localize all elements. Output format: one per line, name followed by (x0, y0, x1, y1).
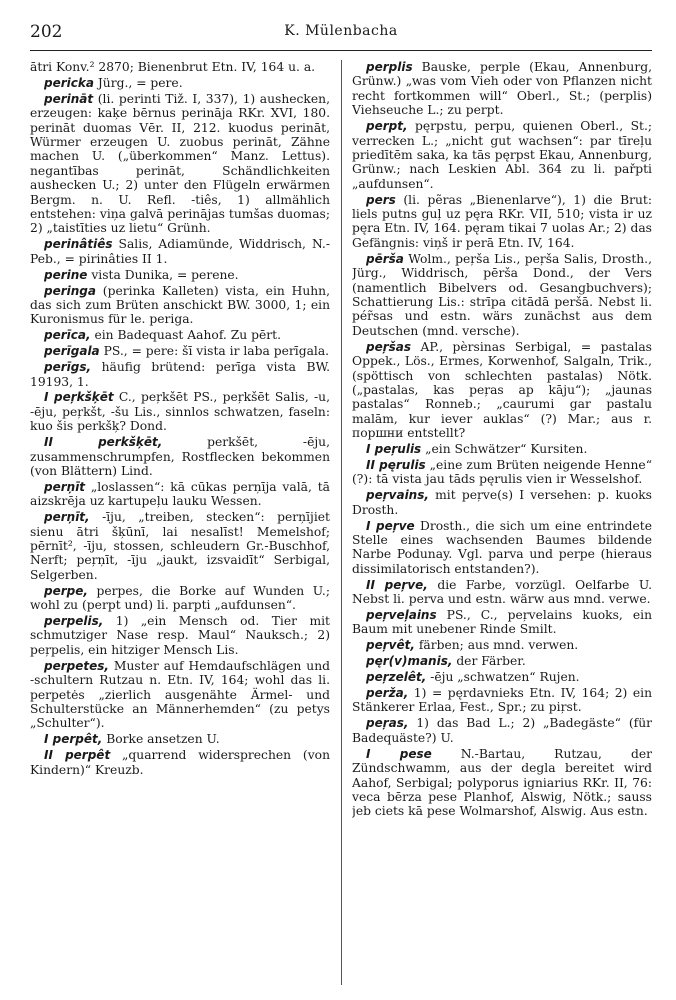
entry-headword: perpt, (366, 119, 408, 134)
entry-body: C., peŗkšēt PS., peŗkšēt Salis, -u, -ēju, peŗkšt, -šu Lis., sinnlos schwatzen, faseln: kuo šis perkšķ? Dond. (30, 390, 330, 434)
entry-body: ein Badequast Aahof. Zu pērt. (90, 328, 281, 343)
entry-headword: pęr(v)manis, (366, 654, 453, 669)
dictionary-entry (352, 747, 652, 819)
entry-headword: II peŗve, (366, 577, 428, 592)
entry-headword: peŗas, (366, 716, 409, 731)
dictionary-entry (30, 614, 330, 657)
dictionary-entry (352, 716, 652, 745)
entry-body: Borke ansetzen U. (102, 732, 220, 747)
entry-headword: peŗvains, (366, 488, 429, 503)
dictionary-entry (352, 686, 652, 715)
entry-body: PS., = pere: šī vista ir laba perīgala. (99, 344, 330, 359)
dictionary-entry (352, 519, 652, 577)
dictionary-entry (30, 92, 330, 236)
entry-body: -ēju „schwatzen“ Rujen. (426, 670, 580, 685)
entry-body: PS., C., peŗvelains kuoks, ein Baum mit unebener Rinde Smilt. (352, 608, 652, 637)
entry-body: Muster auf Hemdaufschlägen und -schultern Rutzau n. Etn. IV, 164; wohl das li. perpetės „zierlich ausgenähte Ärmel- und Schulterstücke an Männerhemden“ (zu petys „Schulter“). (30, 658, 330, 731)
column-divider (341, 60, 342, 985)
dictionary-entry (352, 340, 652, 441)
left-column (30, 60, 330, 990)
dictionary-entry (352, 458, 652, 487)
entry-body: AP., pèrsinas Serbigal, = pastalas Oppek., Lös., Ermes, Korwenhof, Salgaln, Trik., (spöttisch von schlechten pastalas) Nötk. („pastalas, kas peŗas ap kāju“); „jaunas pastalas“ Ronneb.; „caurumi gar pastalu malām, kur iever auklas“ (?) Mar.; aus r. поршни entstellt? (352, 339, 652, 441)
entry-body: Wolm., peŗša Lis., peŗša Salis, Drosth., Jürg., Widdrisch, pērša Dond., der Vers (namentlich Bibelvers od. Gesangbuchvers); Schattierung Lis.: strīpa citādā peršā. Nebst li. pér̃sas und estn. wärs zunächst aus dem Deutschen (mnd. versche). (352, 251, 652, 338)
entry-body: perkšēt, -ēju, zusammenschrumpfen, Rostflecken bekommen (von Blättern) Lind. (30, 435, 330, 478)
entry-headword: perinâtiês (44, 237, 113, 252)
entry-headword: perīca, (44, 328, 91, 343)
dictionary-entry (352, 608, 652, 637)
entry-body: der Färber. (452, 654, 526, 669)
entry-headword: perpe, (44, 583, 88, 598)
entry-body: „eine zum Brüten neigende Henne“ (?): tā vista jau tāds pęrulis vien ir Wesselshof. (352, 457, 652, 487)
dictionary-entry (352, 193, 652, 251)
dictionary-entry (30, 268, 330, 282)
entry-headword: peŗšas (366, 339, 412, 354)
dictionary-entry (352, 488, 652, 517)
entry-body: die Farbe, vorzügl. Oelfarbe U. Nebst li. perva und estn. wärw aus mnd. verwe. (352, 577, 652, 607)
page-number: 202 (30, 22, 63, 42)
entry-headword: pericka (44, 75, 94, 90)
page-header (30, 22, 652, 46)
right-column (352, 60, 652, 990)
entry-body: „ein Schwätzer“ Kursiten. (421, 442, 588, 457)
dictionary-entry (30, 435, 330, 478)
dictionary-entry (30, 659, 330, 731)
entry-headword: II perkšķēt, (44, 435, 163, 450)
dictionary-entry (30, 510, 330, 582)
entry-headword: perža, (366, 686, 409, 701)
entry-body: vista Dunika, = perene. (87, 267, 239, 282)
entry-body: Bauske, perple (Ekau, Annenburg, Grünw.) „was vom Vieh oder von Pflanzen nicht recht fortkommen will“ Oberl., St.; (perplis) Viehseuche L.; zu perpt. (352, 60, 652, 118)
dictionary-entry (352, 119, 652, 191)
entry-body: „quarrend widersprechen (von Kindern)“ Kreuzb. (30, 748, 330, 777)
entry-body: N.-Bartau, Rutzau, der Zündschwamm, aus der degla bereitet wird Aahof, Serbigal; polyporus igniarius RKr. II, 76: veca bērza pese Planhof, Alswig, Nötk.; sauss jeb ciets kā pese Wolmarshof, Alswig. Aus estn. (352, 746, 652, 819)
entry-body: Salis, Adiamünde, Widdrisch, N.-Peb., = pirinâties II 1. (30, 237, 330, 266)
entry-body: (li. pẽras „Bienenlarve“), 1) die Brut: liels putns guļ uz pęra RKr. VII, 510; vista ir uz pęra Etn. IV, 164. pęram tikai 7 uolas Ar.; 2) das Gefängnis: viņš ir perā Etn. IV, 164. (352, 192, 652, 250)
entry-headword: II perpêt (44, 748, 111, 763)
dictionary-entry (352, 442, 652, 456)
entry-headword: peŗzelêt, (366, 670, 427, 685)
dictionary-entry (352, 60, 652, 118)
entry-headword: pērša (366, 251, 404, 266)
entry-body: Jürg., = pere. (93, 75, 183, 90)
entry-body: Drosth., die sich um eine entrindete Stelle eines wachsenden Baumes bildende Narbe Podunay. Vgl. parva und perpe (hieraus dissimilatorisch entstanden?). (352, 518, 652, 576)
dictionary-entry (352, 670, 652, 684)
entry-headword: perpelis, (44, 614, 104, 629)
dictionary-entry (30, 344, 330, 358)
entry-body: häufig brütend: perīga vista BW. 19193, 1. (30, 360, 330, 389)
entry-headword: perināt (44, 91, 94, 106)
entry-headword: perplis (366, 60, 413, 74)
entry-body: mit peŗve(s) I versehen: p. kuoks Drosth. (352, 488, 652, 517)
dictionary-entry (30, 60, 330, 74)
entry-headword: I peŗulis (366, 442, 422, 457)
entry-body: 1) „ein Mensch od. Tier mit schmutziger Nase resp. Maul“ Nauksch.; 2) peŗpelis, ein hitziger Mensch Lis. (30, 614, 330, 657)
entry-body: perpes, die Borke auf Wunden U.; wohl zu (perpt und) li. parpti „aufdunsen“. (30, 583, 330, 613)
dictionary-entry (30, 480, 330, 509)
dictionary-entry (352, 578, 652, 607)
entry-headword: peŗveļains (366, 608, 437, 623)
entry-body: (perinka Kalleten) vista, ein Huhn, das sich zum Brüten anschickt BW. 3000, 1; ein Kuronismus für le. periga. (30, 283, 330, 327)
dictionary-entry (30, 748, 330, 777)
dictionary-entry (30, 390, 330, 433)
entry-body: „loslassen“: kā cūkas perņīja valā, tā aizskrēja uz kartupeļu lauku Wessen. (30, 479, 330, 509)
dictionary-entry (30, 237, 330, 266)
entry-body: färben; aus mnd. verwen. (414, 638, 579, 653)
entry-headword: perīgs, (44, 360, 92, 375)
header-rule (30, 50, 652, 51)
dictionary-entry (352, 654, 652, 668)
entry-body: (li. perinti Tiž. I, 337), 1) aushecken, erzeugen: kaķe bērnus perināja RKr. XVI, 180. perināt duomas Vēr. II, 212. kuodus perināt, Würmer erzeugen U. zuobus perināt, Zähne machen U. („überkommen“ Manz. Lettus). negantības perināt, Schändlichkeiten aushecken U.; 2) unter den Flügeln erwärmen Bergm. n. U. Refl. -tiês, 1) allmählich entstehen: viņa galvā perinājas tumšas duomas; 2) „taistīties uz lietu“ Grünh. (30, 91, 330, 236)
entry-headword: II pęrulis (366, 457, 426, 472)
dictionary-entry (30, 360, 330, 389)
dictionary-entry (30, 328, 330, 342)
entry-headword: I peŗve (366, 518, 415, 533)
dictionary-entry (30, 284, 330, 327)
entry-headword: I pese (366, 746, 432, 761)
dictionary-entry (352, 638, 652, 652)
entry-headword: I peŗkšķēt (44, 390, 114, 405)
dictionary-entry (30, 76, 330, 90)
entry-body: ātri Konv.² 2870; Bienenbrut Etn. IV, 164 u. a. (30, 60, 316, 74)
entry-headword: perņīt, (44, 510, 90, 525)
entry-body: pęrpstu, perpu, quienen Oberl., St.; verrecken L.; „nicht gut wachsen“: par tīreļu priedītēm saka, ka tās pęrpst Ekau, Annenburg, Grünw.; nach Leskien Abl. 364 zu li. pařpti „aufdunsen“. (352, 119, 652, 191)
dictionary-entry (30, 584, 330, 613)
entry-headword: peringa (44, 283, 96, 298)
entry-body: 1) das Bad L.; 2) „Badegäste“ (für Badequäste?) U. (352, 716, 652, 745)
entry-headword: I perpêt, (44, 732, 103, 747)
dictionary-entry (30, 732, 330, 746)
entry-headword: perine (44, 267, 88, 282)
running-head: K. Mülenbacha (284, 23, 398, 39)
entry-body: -īju, „treiben, stecken“: perņījiet sienu ātri šķūnī, lai nesalīst! Memelshof; pērnīt², -īju, stossen, schleudern Gr.-Buschhof, Nerft; peŗņīt, -īju „jaukt, izsvaidīt“ Serbigal, Selgerben. (30, 510, 330, 582)
entry-headword: peŗvêt, (366, 638, 415, 653)
dictionary-entry (352, 252, 652, 338)
entry-headword: perņīt (44, 479, 86, 494)
entry-headword: perīgala (44, 344, 100, 359)
entry-headword: pers (366, 192, 396, 207)
entry-headword: perpetes, (44, 658, 109, 673)
entry-body: 1) = pęrdavnieks Etn. IV, 164; 2) ein Stänkerer Erlaa, Fest., Spr.; zu piŗst. (352, 686, 652, 715)
